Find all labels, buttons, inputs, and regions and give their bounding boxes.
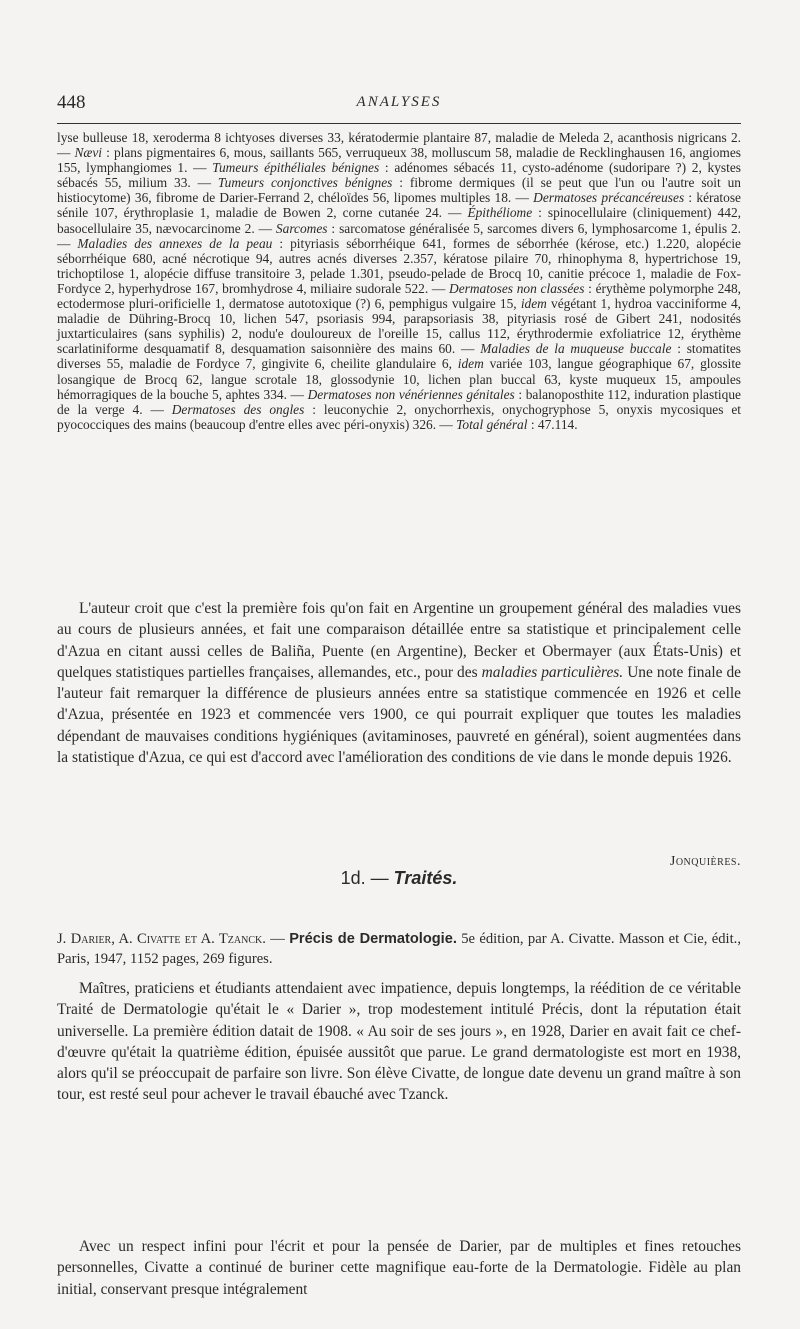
section-title: Traités.	[393, 868, 458, 888]
stat-text: variée 103, langue géographique 67, glossite losangique de Brocq 62, langue scrotale 18, glossodynie 10, lichen plan buccal 63, kyste muqueux 15, ampoules hémorragiques de la bouche 5, aphtes 334. —	[57, 356, 741, 402]
stat-text: lyse bulleuse 18, xeroderma 8 ichtyoses diverses 33, kératodermie plantaire 87, maladie de Meleda 2, acanthosis nigricans 2. —	[57, 130, 741, 161]
running-head: ANALYSES	[356, 94, 442, 110]
stat-text: : pityriasis séborrhéique 641, formes de séborrhée (kérose, etc.) 1.220, alopécie séborrhéique 680, acné nécrotique 94, autres acnés diverses 2.357, kératose pilaire 70, rhinophyma 8, hypertrichose 19, trichoptilose 1, alopécie diffuse transitoire 3, pelade 1.301, pseudo-pelade de Brocq 10, canitie précoce 1, maladie de Fox-Fordyce 2, hyperhydrose 167, bromhydrose 4, miliaire sudorale 522. —	[57, 235, 741, 296]
body-paragraph-3: Avec un respect infini pour l'écrit et pour la pensée de Darier, par de multiples et fines retouches personnelles, Civatte a continué de buriner cette magnifique eau-forte de la Dermatologie. Fidèle au plan initial, conservant presque intégralement	[57, 1238, 741, 1298]
stat-heading-total: Total général	[456, 416, 528, 432]
stat-heading-nevi: Nævi	[74, 145, 103, 161]
stat-text: : érythème polymorphe 248, ectodermose pluri-orificielle 1, dermatose autotoxique (?) 6, pemphigus vulgaire 15,	[57, 280, 742, 312]
stat-heading-muqueuse: Maladies de la muqueuse buccale	[480, 341, 672, 357]
section-dash: —	[365, 868, 394, 888]
reference-dash: —	[265, 931, 290, 947]
paragraph-text: Une note finale de l'auteur fait remarquer la différence de plusieurs années entre sa statistique commencée en 1926 et celle d'Azua, présentée en 1923 et commencée vers 1900, ce qui pourrait expliquer que toutes les maladies dépendant de mauvaises conditions hygiéniques (avitaminoses, pauvreté en général), soient augmentées dans la statistique d'Azua, ce qui est d'accord avec l'amélioration des conditions de vie dans le monde depuis 1926.	[57, 663, 741, 767]
stat-heading-annexes: Maladies des annexes de la peau	[77, 235, 273, 251]
stat-idem: idem	[520, 296, 547, 312]
reference-details: 1947, 1152 pages, 269 figures.	[89, 950, 273, 967]
stat-heading-tumeurs: Tumeurs épithéliales bénignes	[212, 160, 380, 176]
stat-text: : balanoposthite 112, induration plastique de la verge 4. —	[57, 386, 741, 417]
stat-heading-conjonctives: Tumeurs conjonctives bénignes	[217, 175, 393, 191]
stat-heading-non-classees: Dermatoses non classées	[449, 280, 585, 296]
stat-text: : 47.114.	[527, 416, 578, 432]
statistics-paragraph	[57, 130, 741, 432]
stat-text: : stomatites diverses 55, maladie de Fordyce 7, gingivite 6, cheilite glandulaire 6,	[57, 341, 741, 372]
section-heading	[57, 868, 741, 889]
stat-idem: idem	[457, 356, 484, 372]
stat-text: végétant 1, hydroa vacciniforme 4, maladie de Dühring-Brocq 10, lichen 547, psoriasis 994, parapsoriasis 38, pityriasis rosé de Gibert 241, nodosités juxtarticulaires (sans syphilis) 2, nodu'e douloureux de l'oreille 15, callus 112, érythrodermie exfoliatrice 12, érythème scarlatiniforme desquamatif 8, desquamation saisonnière des mains 60. —	[57, 296, 741, 357]
stat-heading-sarcomes: Sarcomes	[275, 220, 328, 236]
body-paragraph-2: Maîtres, praticiens et étudiants attendaient avec impatience, depuis longtemps, la réédition de ce véritable Traité de Dermatologie qu'était le « Darier », trop modestement intitulé Précis, dont la réputation était universelle. La première édition datait de 1908. « Au soir de ses jours », en 1928, Darier en avait fait ce chef-d'œuvre qu'était la quatrième édition, épuisée aussitôt que parue. Le grand dermatologiste est mort en 1938, alors qu'il se préoccupait de parfaire son livre. Son élève Civatte, de longue date devenu un grand maître à son tour, est resté seul pour achever le travail ébauché avec Tzanck.	[57, 980, 741, 1104]
stat-text: : spinocellulaire (cliniquement) 442, basocellulaire 35, nævocarcinome 2. —	[57, 205, 741, 236]
stat-text: : plans pigmentaires 6, mous, saillants 565, verruqueux 38, molluscum 58, maladie de Recklinghausen 16, angiomes 155, lymphangiomes 1. —	[57, 145, 741, 176]
stat-heading-precancereuses: Dermatoses précancéreuses	[533, 190, 685, 206]
stat-text: : kératose sénile 107, érythroplasie 1, maladie de Bowen 2, corne cutanée 24. —	[57, 190, 742, 221]
paragraph-text: L'auteur croit que c'est la première fois qu'on fait en Argentine un groupement général des maladies vues au cours de plusieurs années, et fait une comparaison détaillée entre sa statistique et principalement celle d'Azua en citant aussi celles de Baliña, Puente (en Argentine), Becker et Obermayer (aux États-Unis) et quelques statistiques partielles françaises, allemandes, etc., pour des	[57, 600, 741, 681]
book-reference	[57, 930, 741, 969]
stat-heading-ongles: Dermatoses des ongles	[171, 401, 305, 417]
stat-text: : leuconychie 2, onychorrhexis, onychogryphose 5, onyxis mycosiques et pyococciques des mains (beaucoup d'entre elles avec péri-onyxis) 326. —	[57, 401, 741, 432]
stat-text: : fibrome dermiques (il se peut que l'un ou l'autre soit un histiocytome) 36, fibrome de Darier-Ferrand 2, chéloïdes 56, lipomes multiples 18. —	[57, 175, 741, 206]
reference-book-title: Précis de Dermatologie.	[289, 931, 457, 947]
reference-publisher: Masson et Cie, édit., Paris,	[57, 931, 741, 967]
stat-heading-non-veneriennes: Dermatoses non vénériennes génitales	[307, 386, 515, 402]
stat-text: : sarcomatose généralisée 5, sarcomes divers 6, lymphosarcome 1, épulis 2. —	[57, 220, 741, 251]
section-number: 1d.	[340, 868, 366, 888]
reference-edition: 5e édition, par A. Civatte.	[456, 931, 619, 947]
header-rule	[57, 123, 741, 124]
reference-authors: J. Darier, A. Civatte et A. Tzanck.	[57, 931, 266, 947]
body-paragraph-1	[57, 598, 741, 768]
paragraph-italic: maladies particulières.	[481, 663, 624, 681]
page-number: 448	[57, 92, 86, 113]
stat-text: : adénomes sébacés 11, cysto-adénome (sudoripare ?) 2, kystes sébacés 55, milium 33. —	[57, 160, 741, 191]
stat-heading-epitheliome: Épithéliome	[467, 205, 533, 221]
author-signature: Jonquières.	[669, 854, 741, 869]
page-header	[57, 92, 741, 116]
